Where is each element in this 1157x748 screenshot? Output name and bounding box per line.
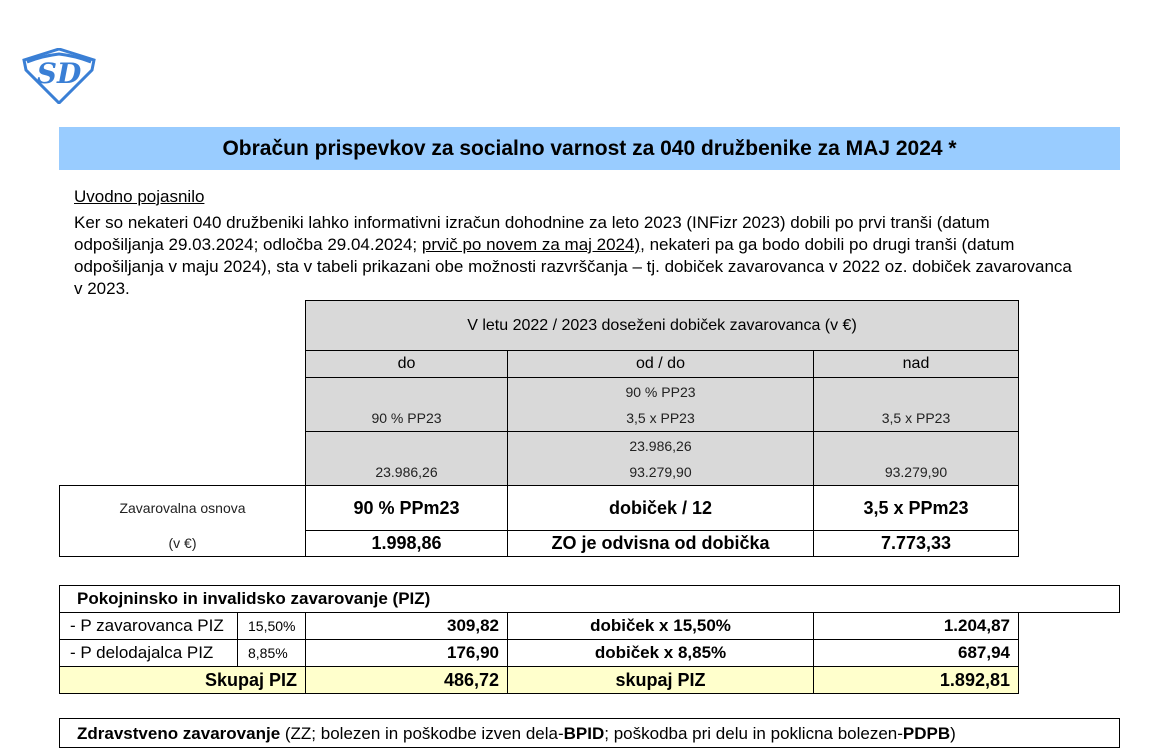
blank-cell [60,378,306,432]
col-header-od-do: od / do [508,351,814,378]
bracket-header: V letu 2022 / 2023 doseženi dobiček zavarovanca (v €) [306,301,1019,351]
piz-section-title: Pokojninsko in invalidsko zavarovanje (PIZ) [59,585,1120,613]
piz-row-od-do: dobiček x 15,50% [508,613,814,640]
bracket-nad-pct: 3,5 x PP23 [881,410,951,426]
piz-total-od-do: skupaj PIZ [508,667,814,694]
base-nad-value: 7.773,33 [814,531,1019,557]
piz-row-rate: 8,85% [238,640,306,667]
bracket-nad-amount: 93.279,90 [884,464,948,480]
col-header-nad: nad [814,351,1019,378]
piz-row-do: 176,90 [306,640,508,667]
blank-cell [60,301,306,351]
piz-row-label: - P zavarovanca PIZ [60,613,238,640]
zz-title-end: ) [950,724,956,743]
bracket-do-amount: 23.986,26 [375,464,438,480]
piz-row-label: - P delodajalca PIZ [60,640,238,667]
piz-total-do: 486,72 [306,667,508,694]
intro-text [74,212,1074,300]
base-od-do-value: ZO je odvisna od dobička [508,531,814,557]
zz-bpid: BPID [563,724,605,743]
base-do-value: 1.998,86 [306,531,508,557]
bracket-od-do-pct-bottom: 3,5 x PP23 [626,409,695,426]
zz-title-bold: Zdravstveno zavarovanje [77,724,281,743]
piz-row-nad: 687,94 [814,640,1019,667]
piz-total-row [60,667,1019,694]
intro-heading: Uvodno pojasnilo [74,187,205,206]
intro-text-part-1: Ker so nekateri 040 družbeniki lahko informativni izračun dohodnine za leto 2023 (INFizr 2023) dobili po prvi tranši (datum odpošiljanja 29.03.2024; odločba 29.04.2024; [74,213,990,254]
intro-text-part-2: , nekateri pa ga bodo dobili po drugi tranši (datum odpošiljanja v maju 2024), sta v tabeli prikazani obe možnosti razvrščanja – tj. dobiček zavarovanca v 2022 oz. dobiček zavarovanca v 2023. [74,235,1072,298]
bracket-od-do-pct-top: 90 % PP23 [625,383,696,400]
piz-row-od-do: dobiček x 8,85% [508,640,814,667]
piz-row-rate: 15,50% [238,613,306,640]
col-header-do: do [306,351,508,378]
piz-table [59,612,1019,694]
zz-pdpb: PDPB [902,724,951,743]
bracket-table [59,300,1019,557]
sd-shield-logo-icon [22,48,96,104]
table-row [60,640,1019,667]
piz-total-label: Skupaj PIZ [60,667,306,694]
piz-row-nad: 1.204,87 [814,613,1019,640]
base-do-formula: 90 % PPm23 [306,486,508,531]
zz-section-title [59,718,1120,748]
bracket-od-do-amount-top: 23.986,26 [629,437,692,454]
base-label: Zavarovalna osnova [60,486,306,531]
blank-cell [60,432,306,486]
piz-row-do: 309,82 [306,613,508,640]
zz-title-text-2: ; poškodba pri delu in poklicna bolezen- [604,724,903,743]
piz-total-nad: 1.892,81 [814,667,1019,694]
page-title: Obračun prispevkov za socialno varnost za 040 družbenike za MAJ 2024 * [59,127,1120,170]
intro-text-underlined: prvič po novem za maj 2024) [421,235,641,254]
blank-cell [60,351,306,378]
logo-text: SD [36,57,82,90]
bracket-od-do-amount-bottom: 93.279,90 [629,463,692,480]
base-unit: (v €) [60,531,306,557]
bracket-do-pct: 90 % PP23 [371,410,442,426]
table-row [60,613,1019,640]
base-od-do-formula: dobiček / 12 [508,486,814,531]
zz-title-text-1: (ZZ; bolezen in poškodbe izven dela- [280,724,564,743]
base-nad-formula: 3,5 x PPm23 [814,486,1019,531]
